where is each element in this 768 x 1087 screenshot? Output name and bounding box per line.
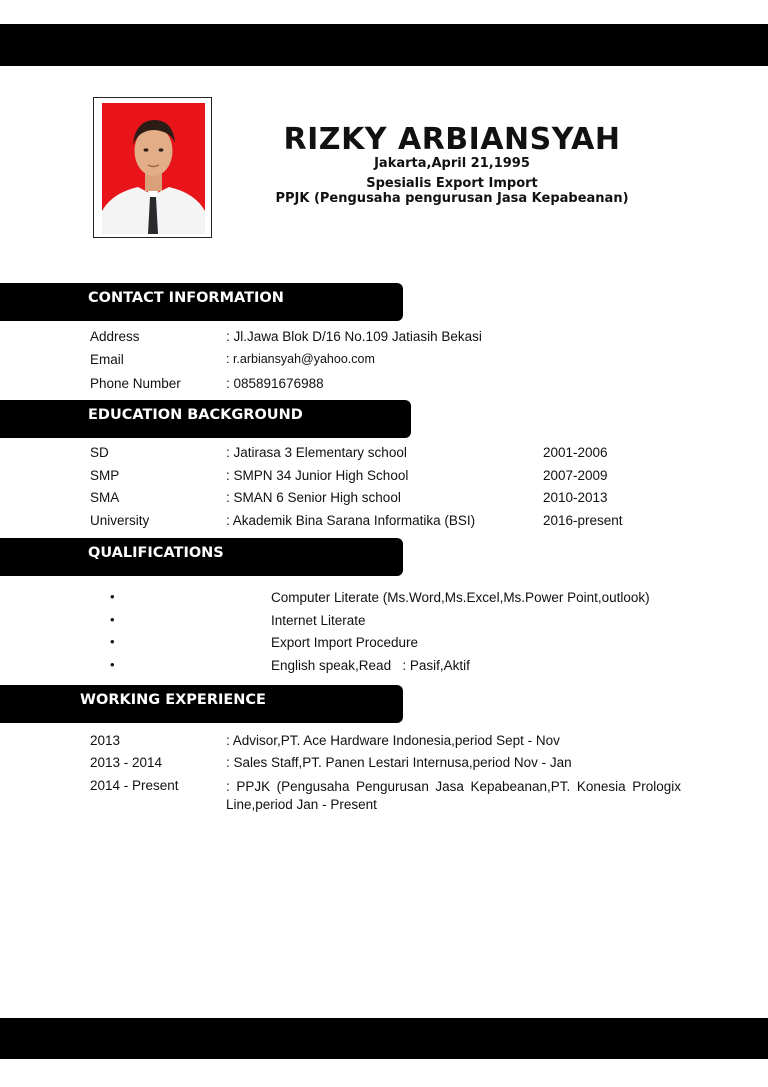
bottom-bar (0, 1018, 768, 1059)
education-school: : Akademik Bina Sarana Informatika (BSI) (226, 513, 476, 528)
contact-label: Address (90, 329, 140, 344)
experience-detail: : Sales Staff,PT. Panen Lestari Internusa,period Nov - Jan (226, 755, 572, 770)
qualifications-section-heading: QUALIFICATIONS (0, 538, 403, 576)
qualification-text: Internet Literate (271, 613, 366, 628)
qualification-text: English speak,Read : Pasif,Aktif (271, 658, 470, 673)
bullet-icon: • (110, 657, 115, 672)
email-link[interactable]: : r.arbiansyah@yahoo.com (226, 352, 375, 366)
contact-label: Phone Number (90, 376, 181, 391)
experience-period: 2013 (90, 733, 121, 748)
education-years: 2016-present (543, 513, 623, 528)
birth-info: Jakarta,April 21,1995 (374, 156, 530, 171)
education-level: SD (90, 445, 109, 460)
job-title: Spesialis Export Import (366, 176, 538, 191)
profile-photo (102, 103, 205, 234)
experience-detail: : PPJK (Pengusaha Pengurusan Jasa Kepabeanan,PT. Konesia Prologix Line,period Jan - Present (226, 779, 681, 812)
bullet-icon: • (110, 634, 115, 649)
candidate-name: RIZKY ARBIANSYAH (283, 122, 621, 157)
education-years: 2007-2009 (543, 468, 608, 483)
education-level: SMP (90, 468, 120, 483)
bullet-icon: • (110, 589, 115, 604)
experience-period: 2014 - Present (90, 778, 179, 793)
experience-period: 2013 - 2014 (90, 755, 163, 770)
profile-photo-frame (93, 97, 212, 238)
experience-detail: : Advisor,PT. Ace Hardware Indonesia,period Sept - Nov (226, 733, 560, 748)
qualification-text: Computer Literate (Ms.Word,Ms.Excel,Ms.Power Point,outlook) (271, 590, 650, 605)
education-school: : SMPN 34 Junior High School (226, 468, 409, 483)
education-level: SMA (90, 490, 120, 505)
education-section-heading: EDUCATION BACKGROUND (0, 400, 411, 438)
qualification-text: Export Import Procedure (271, 635, 419, 650)
experience-section-heading: WORKING EXPERIENCE (0, 685, 403, 723)
education-years: 2001-2006 (543, 445, 608, 460)
education-school: : SMAN 6 Senior High school (226, 490, 401, 505)
education-level: University (90, 513, 150, 528)
contact-section-heading: CONTACT INFORMATION (0, 283, 403, 321)
education-years: 2010-2013 (543, 490, 608, 505)
contact-value: : Jl.Jawa Blok D/16 No.109 Jatiasih Bekasi (226, 329, 482, 344)
job-subtitle: PPJK (Pengusaha pengurusan Jasa Kepabeanan) (275, 191, 629, 206)
contact-value: : 085891676988 (226, 376, 324, 391)
contact-label: Email (90, 352, 124, 367)
bullet-icon: • (110, 612, 115, 627)
top-bar (0, 24, 768, 66)
education-school: : Jatirasa 3 Elementary school (226, 445, 407, 460)
